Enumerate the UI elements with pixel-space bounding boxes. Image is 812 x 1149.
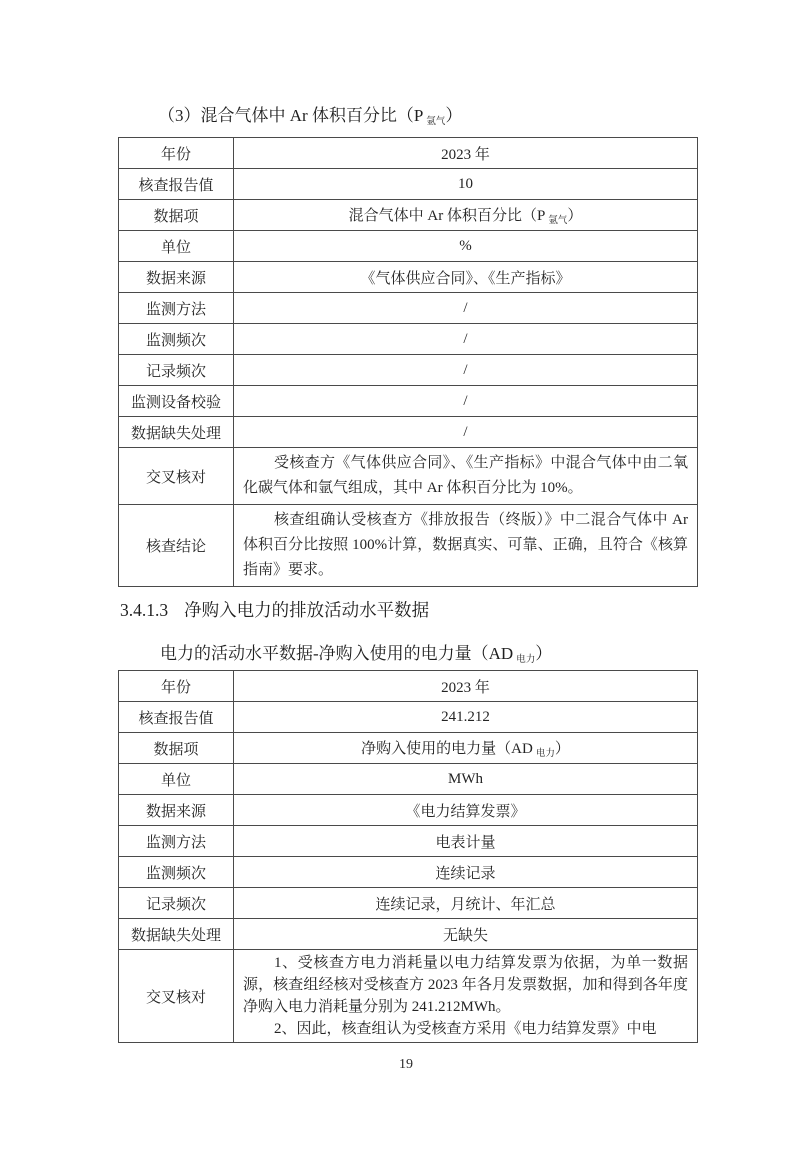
row-label: 数据项 [119, 733, 234, 764]
table-row [119, 324, 698, 355]
row-value [234, 200, 698, 231]
row-value: / [234, 386, 698, 417]
row-label: 监测频次 [119, 857, 234, 888]
row-label: 监测设备校验 [119, 386, 234, 417]
table-row [119, 733, 698, 764]
table-row [119, 702, 698, 733]
text-part: 混合气体中 Ar 体积百分比（P [348, 208, 546, 224]
table-row [119, 417, 698, 448]
row-label: 数据来源 [119, 795, 234, 826]
row-label: 监测方法 [119, 826, 234, 857]
text-part: ） [554, 741, 570, 757]
row-value: / [234, 293, 698, 324]
row-label: 监测频次 [119, 324, 234, 355]
table-row [119, 919, 698, 950]
table-row [119, 795, 698, 826]
table-row [119, 671, 698, 702]
text-part: ） [567, 208, 583, 224]
table-row [119, 169, 698, 200]
row-label: 单位 [119, 764, 234, 795]
gas-section-title [158, 101, 462, 127]
text-part: 净购入使用的电力量（AD [361, 741, 533, 757]
row-value: 241.212 [234, 702, 698, 733]
row-label: 年份 [119, 671, 234, 702]
row-label: 数据来源 [119, 262, 234, 293]
row-label: 数据缺失处理 [119, 417, 234, 448]
row-value: MWh [234, 764, 698, 795]
table-row [119, 138, 698, 169]
heading-number: 3.4.1.3 [120, 600, 169, 620]
subscript-text: 氩气 [548, 216, 568, 226]
row-value: 连续记录，月统计、年汇总 [234, 888, 698, 919]
row-label: 数据项 [119, 200, 234, 231]
row-value: / [234, 417, 698, 448]
cell-paragraph: 1、受核查方电力消耗量以电力结算发票为依据，为单一数据源，核查组经核对受核查方 2023 年各月发票数据，加和得到各年度净购入电力消耗量分别为 241.212MWh。 [243, 955, 688, 1015]
row-value: % [234, 231, 698, 262]
row-value: 《气体供应合同》、《生产指标》 [234, 262, 698, 293]
row-value: 《电力结算发票》 [234, 795, 698, 826]
row-label: 核查结论 [119, 505, 234, 587]
row-label: 年份 [119, 138, 234, 169]
row-value: 2023 年 [234, 138, 698, 169]
gas-data-table [118, 137, 698, 587]
power-section-heading [120, 597, 429, 622]
row-value: 无缺失 [234, 919, 698, 950]
row-value [234, 448, 698, 505]
table-row [119, 200, 698, 231]
table-row [119, 262, 698, 293]
row-value: 连续记录 [234, 857, 698, 888]
table-row [119, 448, 698, 505]
row-label: 交叉核对 [119, 448, 234, 505]
row-value [234, 505, 698, 587]
gas-data-table-body [119, 138, 698, 587]
page-number: 19 [399, 1057, 413, 1072]
row-value: 2023 年 [234, 671, 698, 702]
row-label: 记录频次 [119, 355, 234, 386]
row-label: 核查报告值 [119, 702, 234, 733]
row-value: / [234, 324, 698, 355]
text-part: 电力的活动水平数据-净购入使用的电力量（AD [160, 644, 514, 663]
row-value: 电表计量 [234, 826, 698, 857]
subscript-text: 电力 [535, 749, 555, 759]
power-data-table-body [119, 671, 698, 1043]
table-row [119, 888, 698, 919]
table-row [119, 505, 698, 587]
cell-paragraph: 受核查方《气体供应合同》、《生产指标》中混合气体中由二氧化碳气体和氩气组成，其中 Ar 体积百分比为 10%。 [243, 455, 688, 496]
power-table-subtitle [160, 639, 552, 665]
table-row [119, 386, 698, 417]
cell-paragraph: 2、因此，核查组认为受核查方采用《电力结算发票》中电 [274, 1021, 657, 1037]
row-value [234, 950, 698, 1043]
text-part: ） [445, 106, 463, 125]
table-row [119, 355, 698, 386]
heading-title: 净购入电力的排放活动水平数据 [184, 600, 430, 620]
power-data-table [118, 670, 698, 1043]
row-label: 监测方法 [119, 293, 234, 324]
table-row [119, 293, 698, 324]
row-value: / [234, 355, 698, 386]
table-row [119, 231, 698, 262]
row-value: 10 [234, 169, 698, 200]
row-label: 记录频次 [119, 888, 234, 919]
row-label: 单位 [119, 231, 234, 262]
cell-paragraph: 核查组确认受核查方《排放报告（终版）》中二混合气体中 Ar 体积百分比按照 100%计算，数据真实、可靠、正确，且符合《核算指南》要求。 [243, 512, 688, 578]
row-label: 数据缺失处理 [119, 919, 234, 950]
subscript-text: 电力 [516, 655, 536, 665]
table-row [119, 950, 698, 1043]
table-row [119, 764, 698, 795]
table-row [119, 826, 698, 857]
table-row [119, 857, 698, 888]
row-label: 交叉核对 [119, 950, 234, 1043]
text-part: ） [535, 644, 553, 663]
subscript-text: 氩气 [426, 117, 446, 127]
row-value [234, 733, 698, 764]
row-label: 核查报告值 [119, 169, 234, 200]
text-part: （3）混合气体中 Ar 体积百分比（P [158, 106, 424, 125]
